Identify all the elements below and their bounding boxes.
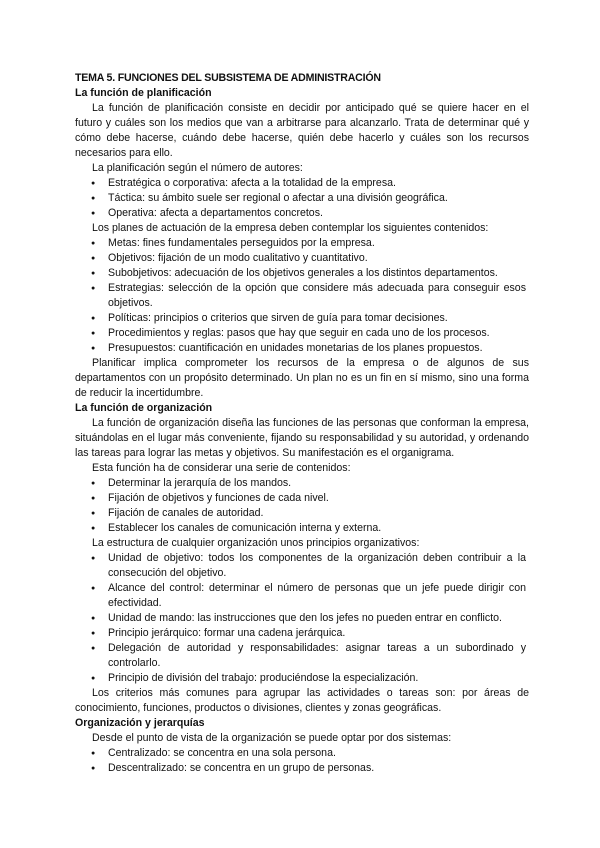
list-item: ● Metas: fines fundamentales perseguidos por la empresa. [75, 236, 529, 251]
list-item: ● Unidad de mando: las instrucciones que den los jefes no pueden entrar en conflicto. [75, 611, 529, 626]
planificacion-autores-lead: La planificación según el número de autores: [92, 162, 303, 174]
list-item: ● Políticas: principios o criterios que sirven de guía para tomar decisiones. [75, 311, 529, 326]
jerarquias-intro: Desde el punto de vista de la organización se puede optar por dos sistemas: [92, 732, 452, 744]
organizacion-contenidos-lead: Esta función ha de considerar una serie de contenidos: [92, 462, 351, 474]
planificacion-contenidos-lead: Los planes de actuación de la empresa deben contemplar los siguientes contenidos: [92, 222, 489, 234]
list-item: ● Operativa: afecta a departamentos concretos. [75, 206, 529, 221]
list-item: ● Delegación de autoridad y responsabilidades: asignar tareas a un subordinado y controlarlo. [75, 641, 529, 671]
list-item: ● Principio de división del trabajo: produciéndose la especialización. [75, 671, 529, 686]
list-item: ● Descentralizado: se concentra en un grupo de personas. [75, 761, 529, 776]
list-item: ● Estrategias: selección de la opción que considere más adecuada para conseguir esos objetivos. [75, 281, 529, 311]
list-item: ● Subobjetivos: adecuación de los objetivos generales a los distintos departamentos. [75, 266, 529, 281]
list-item: ● Determinar la jerarquía de los mandos. [75, 476, 529, 491]
list-item: ● Táctica: su ámbito suele ser regional o afectar a una división geográfica. [75, 191, 529, 206]
list-item: ● Fijación de objetivos y funciones de cada nivel. [75, 491, 529, 506]
list-item: ● Centralizado: se concentra en una sola persona. [75, 746, 529, 761]
organizacion-closing: Los criterios más comunes para agrupar las actividades o tareas son: por áreas de conocimiento, funciones, productos o divisiones, clientes y zonas geográficas. [75, 687, 529, 714]
section-heading-planificacion: La función de planificación [75, 87, 212, 99]
list-item: ● Estratégica o corporativa: afecta a la totalidad de la empresa. [75, 176, 529, 191]
organizacion-principios-lead: La estructura de cualquier organización unos principios organizativos: [92, 537, 420, 549]
organizacion-intro: La función de organización diseña las funciones de las personas que conforman la empresa, situándolas en el lugar más conveniente, fijando su responsabilidad y su autoridad, y ordenando las tareas para lograr las metas y objetivos. Su manifestación es el organigrama. [75, 417, 529, 459]
document-page [75, 71, 529, 776]
list-item: ● Unidad de objetivo: todos los componentes de la organización deben contribuir a la consecución del objetivo. [75, 551, 529, 581]
document-title: TEMA 5. FUNCIONES DEL SUBSISTEMA DE ADMINISTRACIÓN [75, 72, 381, 84]
jerarquias-sistemas-list [75, 746, 529, 776]
list-item: ● Procedimientos y reglas: pasos que hay que seguir en cada uno de los procesos. [75, 326, 529, 341]
organizacion-contenidos-list [75, 476, 529, 536]
section-heading-jerarquias: Organización y jerarquías [75, 717, 205, 729]
list-item: ● Presupuestos: cuantificación en unidades monetarias de los planes propuestos. [75, 341, 529, 356]
section-heading-organizacion: La función de organización [75, 402, 213, 414]
planificacion-autores-list [75, 176, 529, 221]
list-item: ● Establecer los canales de comunicación interna y externa. [75, 521, 529, 536]
list-item: ● Alcance del control: determinar el número de personas que un jefe puede dirigir con efectividad. [75, 581, 529, 611]
list-item: ● Fijación de canales de autoridad. [75, 506, 529, 521]
planificacion-closing: Planificar implica comprometer los recursos de la empresa o de algunos de sus departamentos con un propósito determinado. Un plan no es un fin en sí mismo, sino una forma de reducir la incertidumbre. [75, 357, 529, 399]
organizacion-principios-list [75, 551, 529, 686]
planificacion-intro: La función de planificación consiste en decidir por anticipado qué se quiere hacer en el futuro y cuáles son los medios que van a arbitrarse para alcanzarlo. Trata de determinar qué y cómo debe hacerse, cuándo debe hacerse, quién debe hacerlo y cuáles son los recursos necesarios para ello. [75, 102, 529, 159]
planificacion-contenidos-list [75, 236, 529, 356]
list-item: ● Principio jerárquico: formar una cadena jerárquica. [75, 626, 529, 641]
list-item: ● Objetivos: fijación de un modo cualitativo y cuantitativo. [75, 251, 529, 266]
